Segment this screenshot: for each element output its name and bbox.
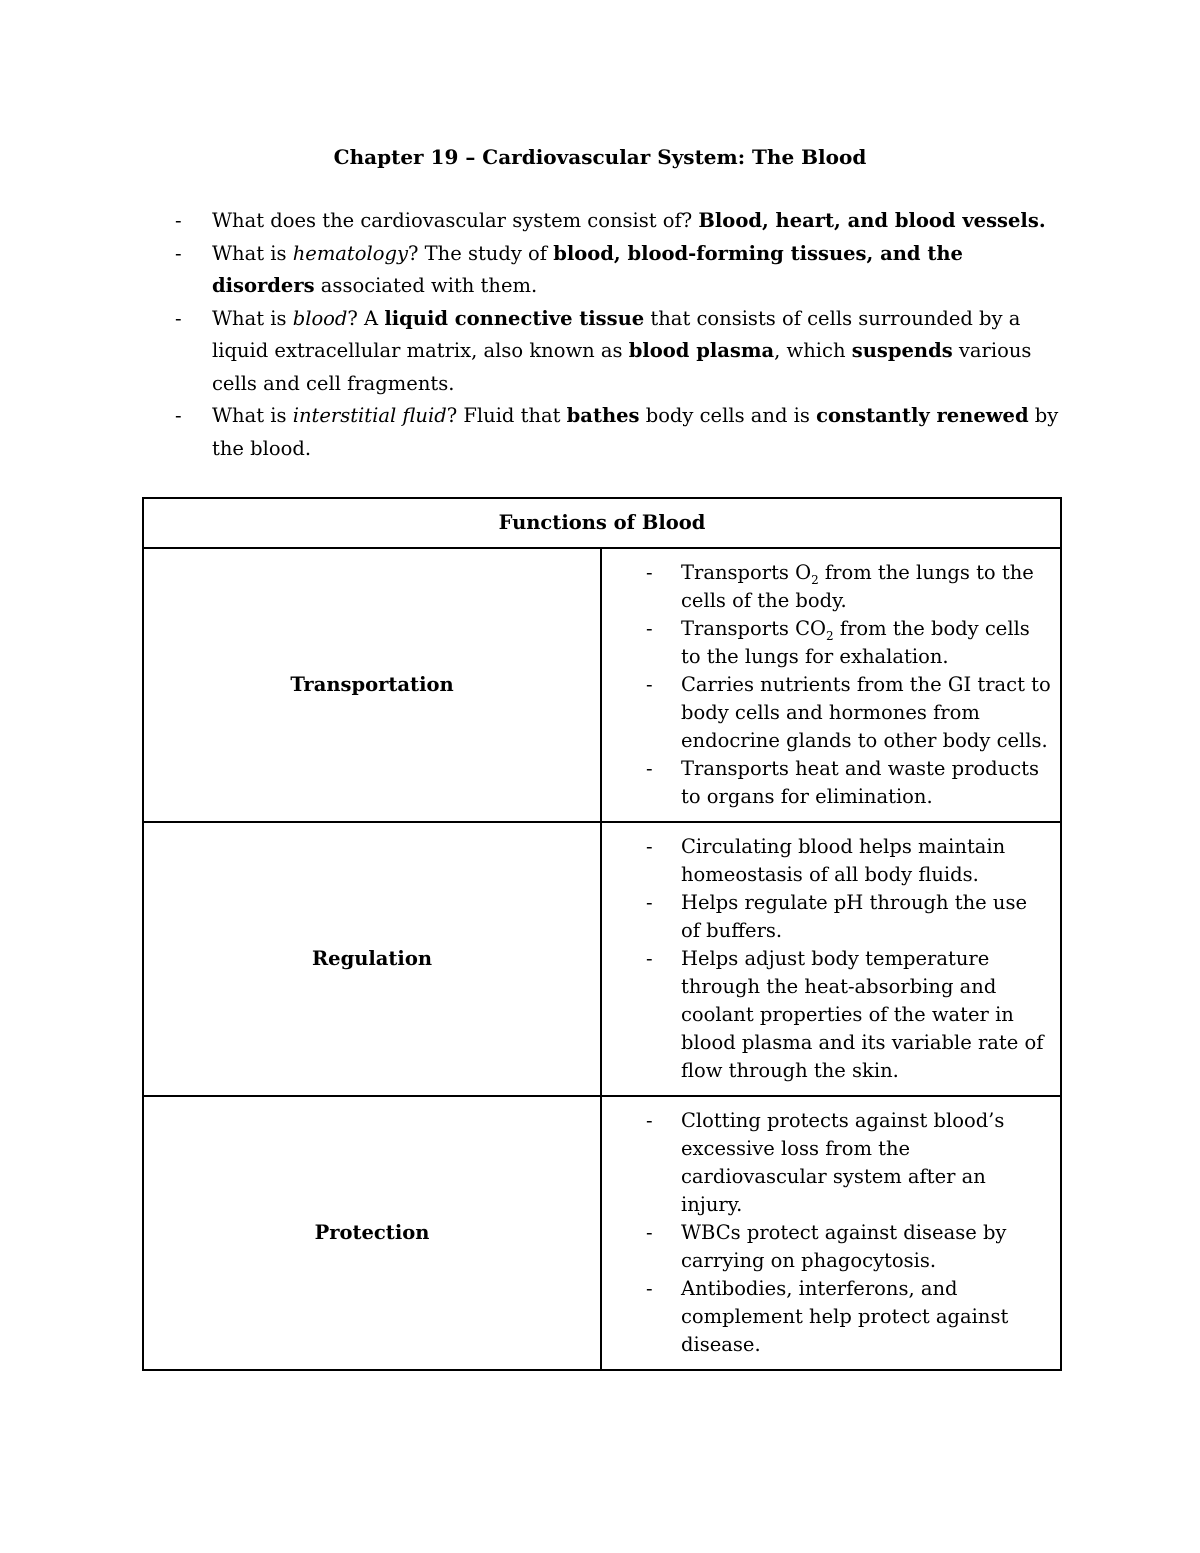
question-item <box>175 205 1065 238</box>
answer-text: liquid connective tissue <box>384 306 645 330</box>
item-text: from the body cells to the lungs for exhalation. <box>681 617 1030 668</box>
function-item <box>646 1107 1052 1219</box>
functions-table <box>142 497 1062 1371</box>
answer-text: constantly renewed <box>816 404 1029 427</box>
function-item <box>646 1219 1052 1275</box>
question-text: ? The study of <box>408 241 554 265</box>
list-dash: - <box>646 757 653 780</box>
answer-text: blood, blood-forming tissues, and the disorders <box>212 241 963 297</box>
table-row <box>143 1096 1061 1370</box>
function-item <box>646 889 1052 945</box>
item-text: Transports heat and waste products to organs for elimination. <box>681 757 1039 808</box>
item-text: Helps adjust body temperature through the heat-absorbing and coolant properties of the water in blood plasma and its variable rate of flow through the skin. <box>681 947 1044 1082</box>
answer-text: Blood, heart, and blood vessels. <box>698 209 1046 232</box>
list-dash: - <box>646 891 653 914</box>
table-header-row <box>143 498 1061 548</box>
question-list <box>175 205 1065 465</box>
answer-text: blood plasma <box>628 339 775 362</box>
row-body <box>601 548 1061 822</box>
item-text: Antibodies, interferons, and complement help protect against disease. <box>681 1277 1009 1356</box>
row-label: Protection <box>143 1096 601 1370</box>
question-text: What is <box>212 306 293 330</box>
list-dash: - <box>646 673 653 696</box>
function-item <box>646 559 1052 615</box>
question-item <box>175 400 1065 465</box>
answer-text: that consists of cells surrounded by a liquid extracellular matrix, also known as <box>212 306 1021 362</box>
list-dash: - <box>175 306 182 330</box>
function-item <box>646 615 1052 671</box>
term-text: interstitial fluid <box>292 404 447 427</box>
function-item <box>646 671 1052 755</box>
answer-text: body cells and is <box>639 404 817 427</box>
question-text: What does the cardiovascular system consist of? <box>212 209 699 232</box>
table-header: Functions of Blood <box>143 498 1061 548</box>
subscript: 2 <box>811 572 819 587</box>
function-item <box>646 755 1052 811</box>
item-text: Clotting protects against blood’s excessive loss from the cardiovascular system after an injury. <box>681 1109 1005 1216</box>
function-item <box>646 945 1052 1085</box>
list-dash: - <box>646 1277 653 1300</box>
question-item <box>175 303 1065 401</box>
row-label: Regulation <box>143 822 601 1096</box>
answer-text: , which <box>774 339 852 362</box>
list-dash: - <box>646 947 653 970</box>
row-body <box>601 1096 1061 1370</box>
answer-text: suspends <box>851 339 953 362</box>
list-dash: - <box>175 209 182 232</box>
item-text: Circulating blood helps maintain homeostasis of all body fluids. <box>681 835 1006 886</box>
function-list <box>646 833 1052 1085</box>
item-text: Helps regulate pH through the use of buffers. <box>681 891 1027 942</box>
subscript: 2 <box>826 628 834 643</box>
row-label: Transportation <box>143 548 601 822</box>
question-text: What is <box>212 241 293 265</box>
item-text: Transports O <box>681 561 812 584</box>
question-text: ? A <box>347 306 385 330</box>
function-list <box>646 1107 1052 1359</box>
list-dash: - <box>175 241 182 265</box>
table-row <box>143 822 1061 1096</box>
function-item <box>646 1275 1052 1359</box>
term-text: hematology <box>292 241 408 265</box>
item-text: Carries nutrients from the GI tract to body cells and hormones from endocrine glands to other body cells. <box>681 673 1051 752</box>
function-list <box>646 559 1052 811</box>
answer-text: bathes <box>566 404 640 427</box>
item-text: from the lungs to the cells of the body. <box>681 561 1034 612</box>
table-row <box>143 548 1061 822</box>
item-text: Transports CO <box>681 617 827 640</box>
list-dash: - <box>646 1221 653 1244</box>
row-body <box>601 822 1061 1096</box>
list-dash: - <box>646 561 653 584</box>
item-text: WBCs protect against disease by carrying on phagocytosis. <box>681 1221 1007 1272</box>
question-item <box>175 238 1065 303</box>
list-dash: - <box>175 404 182 427</box>
term-text: blood <box>292 306 348 330</box>
list-dash: - <box>646 617 653 640</box>
list-dash: - <box>646 1109 653 1132</box>
answer-text: various cells and cell fragments. <box>212 339 1032 395</box>
question-text: What is <box>212 404 293 427</box>
question-text: ? Fluid that <box>446 404 567 427</box>
function-item <box>646 833 1052 889</box>
list-dash: - <box>646 835 653 858</box>
answer-text: associated with them. <box>314 274 538 297</box>
page-title: Chapter 19 – Cardiovascular System: The Blood <box>333 145 867 169</box>
answer-text: by the blood. <box>212 404 1059 460</box>
